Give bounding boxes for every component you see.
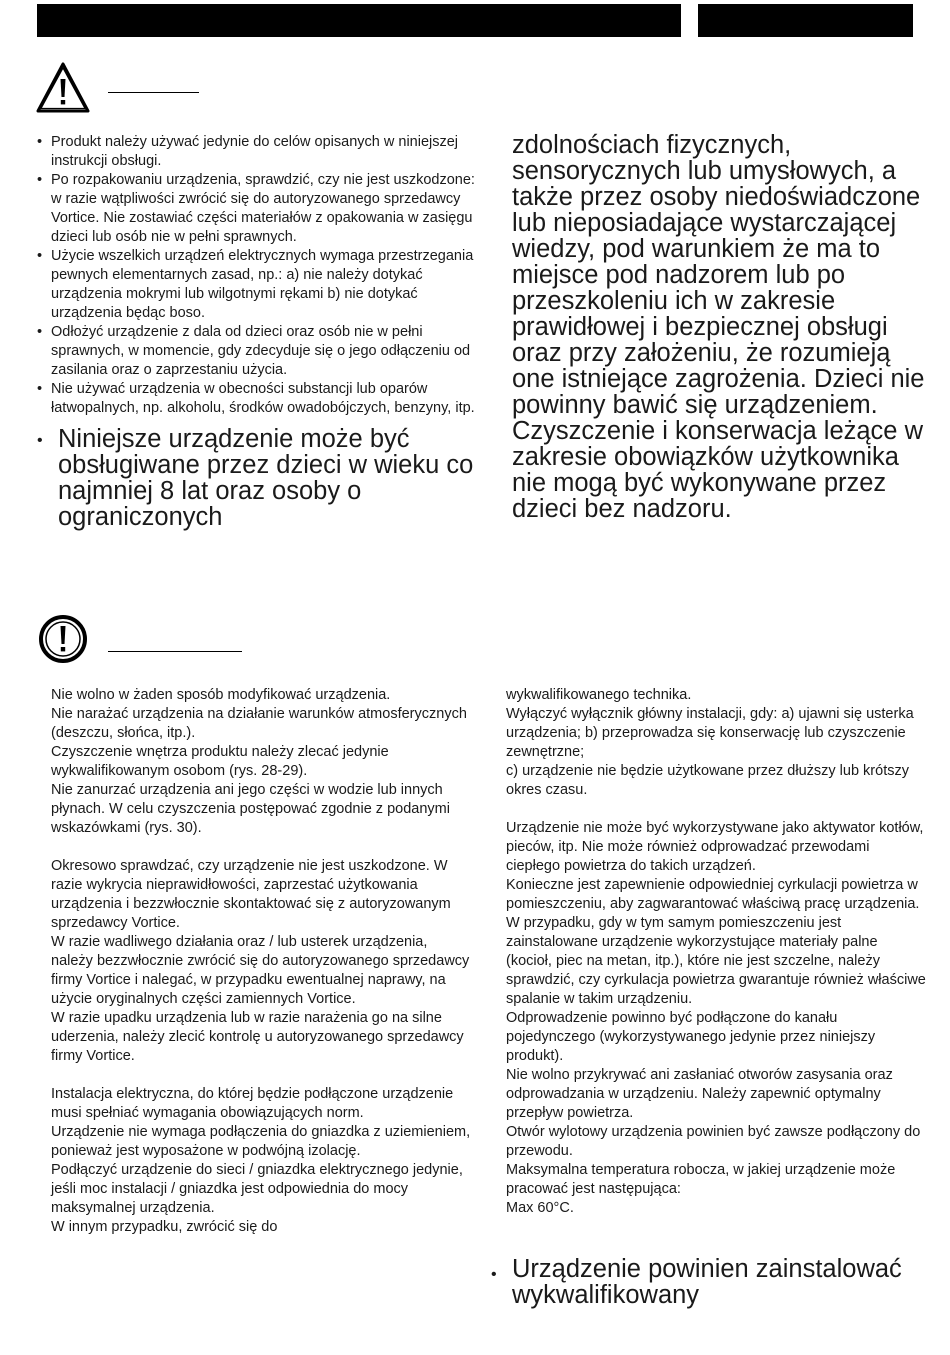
- list-item: • Produkt należy używać jedynie do celów opisanych w niniejszej instrukcji obsługi.: [37, 133, 477, 171]
- paragraph: Urządzenie nie może być wykorzystywane jako aktywator kotłów, pieców, itp. Nie może również odprowadzać przewodami ciepłego powietrza do takich urządzeń. Konieczne jest zapewnienie odpowiedniej cyrkulacji powietrza w pomieszczeniu, aby zagwarantować właściwą pracę urządzenia. W przypadku, gdy w tym samym pomieszczeniu jest zainstalowane urządzenie wykorzystujące materiały palne (kocioł, piec na metan, itp.), które nie jest szczelne, należy sprawdzić, czy cyrkulacja powietrza gwarantuje również właściwe spalanie w takim urządzeniu. Odprowadzenie powinno być podłączone do kanału pojedynczego (wykorzystywanego jedynie przez niniejszy produkt). Nie wolno przykrywać ani zasłaniać otworów zasysania oraz odprowadzania w urządzeniu. Należy zapewnić optymalny przepływ powietrza. Otwór wylotowy urządzenia powinien być zawsze podłączony do przewodu. Maksymalna temperatura robocza, w jakiej urządzenie może pracować jest następująca: Max 60°C.: [506, 820, 926, 1216]
- warning-left-column: [37, 133, 477, 530]
- paragraph: Nie wolno w żaden sposób modyfikować urządzenia. Nie narażać urządzenia na działanie warunków atmosferycznych (deszczu, słońca, itp.). Czyszczenie wnętrza produktu należy zlecać jedynie wykwalifikowanym osobom (rys. 28-29). Nie zanurzać urządzenia ani jego części w wodzie lub innych płynach. W celu czyszczenia postępować zgodnie z podanymi wskazówkami (rys. 30).: [51, 687, 467, 836]
- list-item: • Nie używać urządzenia w obecności substancji lub oparów łatwopalnych, np. alkoholu, środków owadobójczych, benzyny, itp.: [37, 380, 477, 418]
- paragraph: wykwalifikowanego technika. Wyłączyć wyłącznik główny instalacji, gdy: a) ujawni się usterka urządzenia; b) przeprowadza się konserwację lub czyszczenie zewnętrzne; c) urządzenie nie będzie użytkowane przez dłuższy lub krótszy okres czasu.: [506, 687, 914, 798]
- notice-right-column: [506, 686, 926, 1218]
- paragraph: Instalacja elektryczna, do której będzie podłączone urządzenie musi spełniać wymagania obowiązujących norm. Urządzenie nie wymaga podłączenia do gniazdka z uziemieniem, ponieważ jest wyposażone w podwójną izolację. Podłączyć urządzenie do sieci / gniazdka elektrycznego jedynie, jeśli moc instalacji / gniazdka jest odpowiednia do mocy maksymalnej urządzenia. W innym przypadku, zwrócić się do: [51, 1086, 471, 1235]
- children-usage-bullet: • Niniejsze urządzenie może być obsługiwane przez dzieci w wieku co najmniej 8 lat oraz osoby o ograniczonych: [37, 426, 477, 530]
- warning-heading-rule: [108, 92, 199, 93]
- bullet-dot: •: [491, 1266, 497, 1283]
- list-item: • Odłożyć urządzenie z dala od dzieci oraz osób nie w pełni sprawnych, w momencie, gdy zdecyduje się o jego odłączeniu od zasilania oraz o zaprzestaniu użycia.: [37, 323, 477, 380]
- header-bar: [37, 4, 681, 37]
- paragraph: Okresowo sprawdzać, czy urządzenie nie jest uszkodzone. W razie wykrycia nieprawidłowości, zaprzestać użytkowania urządzenia i bezzwłocznie skontaktować się z autoryzowanym sprzedawcy Vortice. W razie wadliwego działania oraz / lub usterek urządzenia, należy bezzwłocznie zwrócić się do autoryzowanego sprzedawcy firmy Vortice i nalegać, w przypadku ewentualnej naprawy, na użycie oryginalnych części zamiennych Vortice. W razie upadku urządzenia lub w razie narażenia go na silne uderzenia, należy zlecić kontrolę u autoryzowanego sprzedawcy firmy Vortice.: [51, 858, 470, 1064]
- children-usage-continuation: zdolnościach fizycznych, sensorycznych lub umysłowych, a także przez osoby niedoświadczone lub nieposiadające wystarczającej wiedzy, pod warunkiem że ma to miejsce pod nadzorem lub po przeszkoleniu ich w zakresie prawidłowej i bezpiecznej obsługi oraz przy założeniu, że rozumieją one istniejące zagrożenia. Dzieci nie powinny bawić się urządzeniem. Czyszczenie i konserwacja leżące w zakresie obowiązków użytkownika nie mogą być wykonywane przez dzieci bez nadzoru.: [512, 131, 925, 523]
- exclamation-circle-icon: [38, 614, 88, 664]
- list-item: • Użycie wszelkich urządzeń elektrycznych wymaga przestrzegania pewnych elementarnych zasad, np.: a) nie należy dotykać urządzenia mokrymi lub wilgotnymi rękami b) nie dotykać urządzenia będąc boso.: [37, 247, 477, 323]
- installer-bullet-text: Urządzenie powinien zainstalować wykwalifikowany: [512, 1255, 902, 1309]
- warning-triangle-icon: [35, 60, 91, 116]
- header-bar-right: [698, 4, 913, 37]
- notice-left-column: [51, 686, 471, 1237]
- notice-heading-rule: [108, 651, 242, 652]
- list-item: • Po rozpakowaniu urządzenia, sprawdzić, czy nie jest uszkodzone: w razie wątpliwości zwrócić się do autoryzowanego sprzedawcy Vortice. Nie zostawiać części materiałów z opakowania w zasięgu dzieci lub osób nie w pełni sprawnych.: [37, 171, 477, 247]
- installer-bullet: [491, 1256, 931, 1308]
